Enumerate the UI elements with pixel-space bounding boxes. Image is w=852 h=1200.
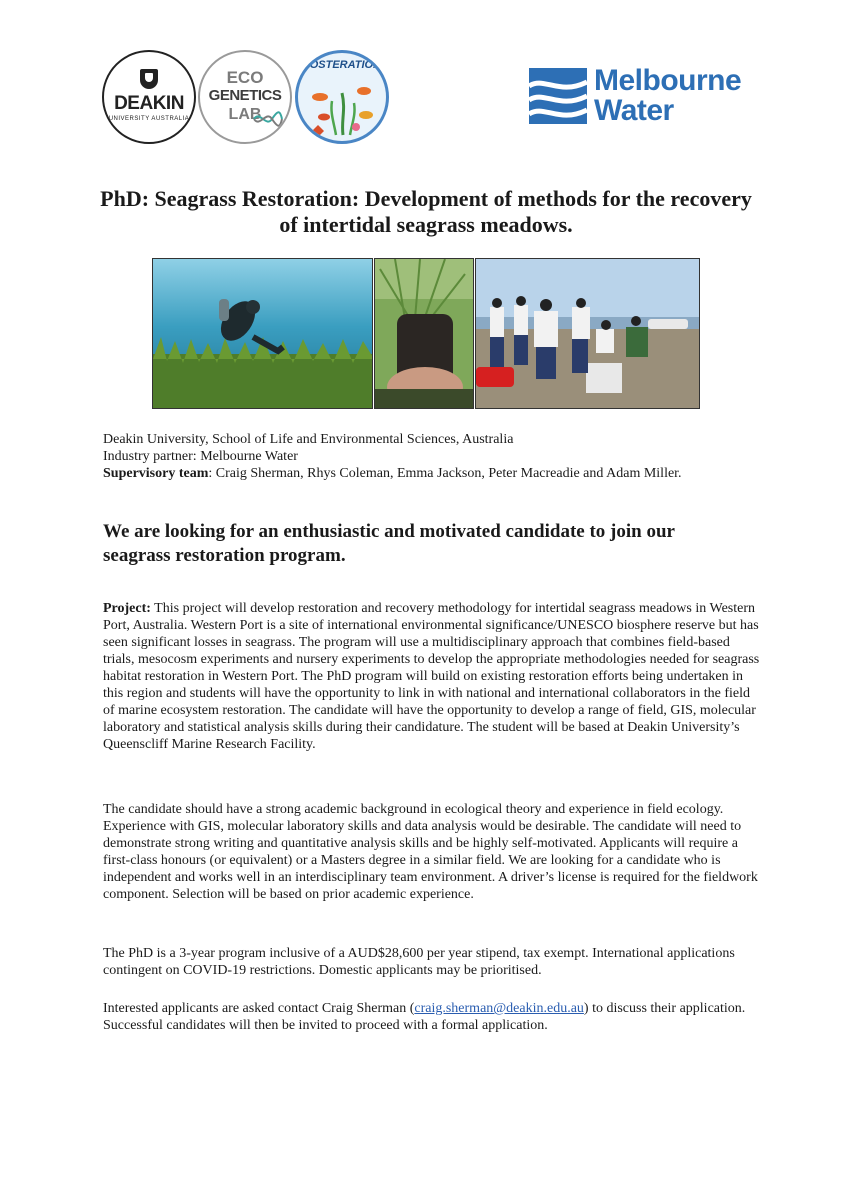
contact-text-after: ) to discuss their application. Successful candidates will then be invited to proceed with a formal application. — [103, 1001, 746, 1033]
eco-logo-line1: ECO — [226, 68, 264, 87]
institution-line: Deakin University, School of Life and Environmental Sciences, Australia — [103, 432, 514, 447]
zosteration-logo-name: ZOSTERATION — [302, 59, 381, 71]
eco-logo-line3: LAB — [228, 106, 262, 123]
project-paragraph — [103, 600, 763, 753]
supervisory-team-line — [103, 465, 743, 482]
diver-photo — [152, 258, 373, 409]
industry-partner-line: Industry partner: Melbourne Water — [103, 449, 298, 464]
melbourne-water-logo — [529, 64, 769, 127]
deakin-logo — [102, 50, 196, 144]
deakin-logo-name: DEAKIN — [114, 93, 184, 114]
dna-helix-icon — [252, 110, 284, 128]
photo-strip — [152, 258, 700, 409]
supervisory-team-label: Supervisory team — [103, 466, 209, 481]
contact-text-before: Interested applicants are asked contact Craig Sherman ( — [103, 1001, 415, 1016]
zosteration-logo — [295, 50, 389, 144]
supervisory-team-names: : Craig Sherman, Rhys Coleman, Emma Jackson, Peter Macreadie and Adam Miller. — [208, 466, 682, 481]
melbourne-water-wave-icon — [529, 68, 587, 124]
eco-logo-line2: GENETICS — [208, 87, 282, 104]
project-text: This project will develop restoration and recovery methodology for intertidal seagrass meadows in Western Port, Australia. Western Port is a site of international environmental significance/UNESCO biosphere reserve but has seen significant losses in seagrass. The program will use a multidisciplinary approach that combines field-based trials, mesocosm experiments and nursery experiments to develop the appropriate methodologies needed for seagrass habitat restoration in Western Port. The PhD program will build on existing restoration efforts being undertaken in this region and students will have the opportunity to link in with national and international collaborators in the field of marine ecosystem restoration. The candidate will have the opportunity to develop a range of field, GIS, molecular laboratory and statistical analysis skills during their candidature. The student will be based at Deakin University’s Queenscliff Marine Research Facility. — [103, 601, 760, 752]
contact-email-link[interactable]: craig.sherman@deakin.edu.au — [414, 1001, 584, 1016]
marine-life-icon — [306, 75, 380, 137]
seagrass-core-photo — [374, 258, 474, 409]
logo-row — [102, 50, 767, 148]
melbourne-water-wordmark — [594, 66, 741, 126]
stipend-paragraph: The PhD is a 3-year program inclusive of a AUD$28,600 per year stipend, tax exempt. International applications contingent on COVID-19 restrictions. Domestic applicants may be prioritised. — [103, 946, 735, 978]
position-info — [103, 431, 743, 482]
deakin-crest-icon — [140, 69, 158, 89]
project-label: Project: — [103, 601, 151, 616]
recruitment-headline: We are looking for an enthusiastic and motivated candidate to join our seagrass restoration program. — [103, 521, 675, 566]
field-team-photo — [475, 258, 700, 409]
eco-genetics-lab-logo — [198, 50, 292, 144]
melbourne-water-line1: Melbourne — [594, 64, 742, 97]
deakin-logo-subtitle: UNIVERSITY AUSTRALIA — [108, 116, 190, 122]
candidate-paragraph: The candidate should have a strong academic background in ecological theory and experience in field ecology. Experience with GIS, molecular laboratory skills and data analysis would be desirable. The candidate will need to demonstrate strong writing and quantitative analysis skills and be highly self-motivated. Applicants will require a first-class honours (or equivalent) or a Masters degree in a similar field. We are looking for a candidate who is independent and works well in an interdisciplinary team environment. A driver’s license is required for the fieldwork component. Selection will be based on prior academic experience. — [103, 802, 758, 902]
contact-paragraph — [103, 1000, 763, 1034]
melbourne-water-line2: Water — [594, 94, 674, 127]
page-title: PhD: Seagrass Restoration: Development of methods for the recovery of intertidal seagrass meadows. — [100, 186, 752, 237]
